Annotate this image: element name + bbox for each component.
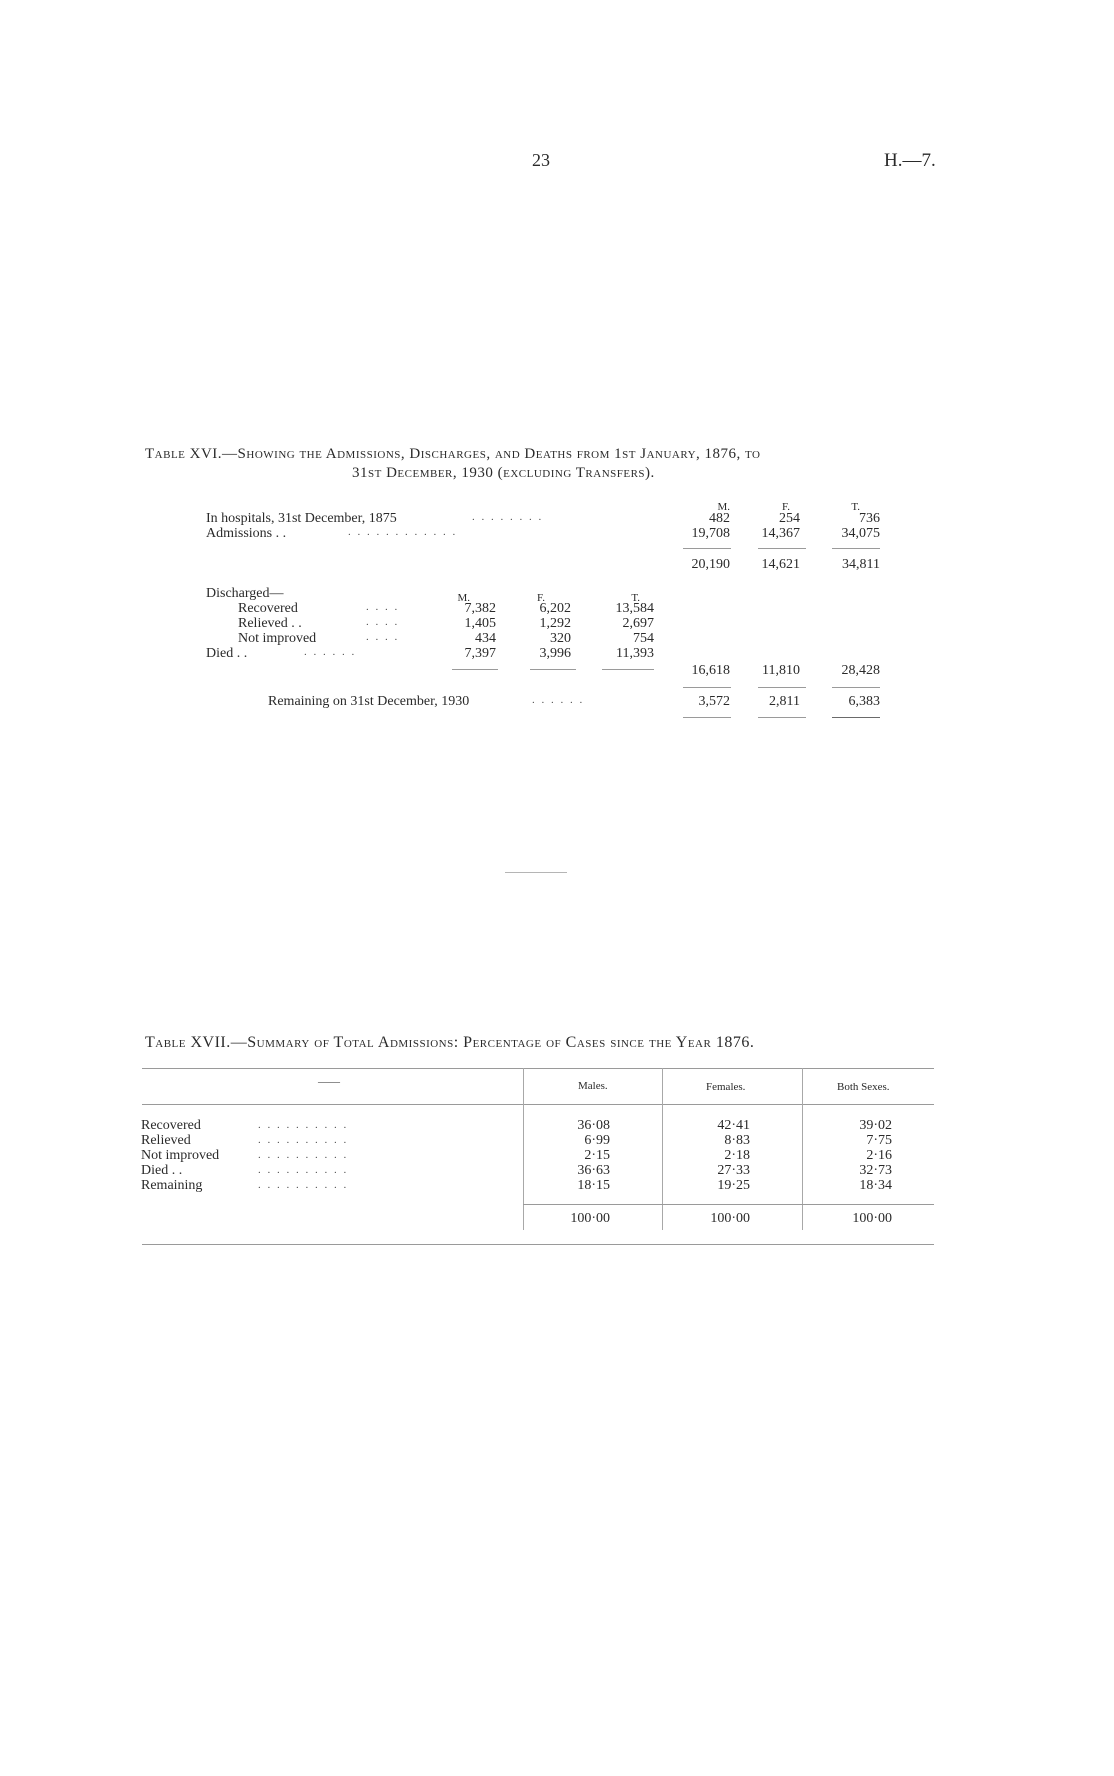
section-separator [505, 872, 567, 873]
cell-t: 754 [633, 631, 654, 646]
cell-t: 13,584 [615, 601, 654, 616]
cell-females: 19·25 [717, 1178, 750, 1193]
header-females: Females. [706, 1081, 746, 1093]
cell-t: 34,811 [842, 557, 880, 572]
cell-m: 3,572 [698, 694, 730, 709]
row-leader-dots: . . . . . . . . . . . . [348, 526, 458, 538]
col-head-m: M. [717, 501, 730, 513]
row-label: Relieved . . [238, 616, 302, 631]
cell-t: 6,383 [848, 694, 880, 709]
cell-both: 18·34 [859, 1178, 892, 1193]
rule-remaining-top-f [758, 687, 806, 688]
rule-remaining-bottom-t [832, 717, 880, 718]
table-xvii-title: Table XVII.—Summary of Total Admissions: Percentage of Cases since the Year 1876. [145, 1034, 755, 1051]
cell-f: 320 [550, 631, 571, 646]
rule-subtotal-f [758, 548, 806, 549]
cell-males: 2·15 [584, 1148, 610, 1163]
row-leader-dots: . . . . . . . . . . [258, 1134, 349, 1146]
cell-males: 36·63 [577, 1163, 610, 1178]
row-leader-dots: . . . . . . [304, 646, 357, 658]
cell-both: 7·75 [866, 1133, 892, 1148]
table-xvii-bottom-rule [142, 1244, 934, 1245]
page-reference: H.—7. [884, 150, 936, 171]
col-head-f: F. [782, 501, 790, 513]
cell-males: 18·15 [577, 1178, 610, 1193]
cell-females: 8·83 [724, 1133, 750, 1148]
table-xvii-top-rule [142, 1068, 934, 1069]
cell-f: 254 [779, 511, 800, 526]
cell-t: 11,393 [616, 646, 654, 661]
rule-subtotal-m [683, 548, 731, 549]
rule-remaining-top-t [832, 687, 880, 688]
row-label: Died . . [206, 646, 248, 661]
cell-f: 11,810 [762, 663, 800, 678]
cell-females: 2·18 [724, 1148, 750, 1163]
col-head-t: T. [851, 501, 860, 513]
row-leader-dots: . . . . . . . . . . [258, 1164, 349, 1176]
inner-head-f: F. [537, 592, 545, 604]
cell-t: 2,697 [622, 616, 654, 631]
row-leader-dots: . . . . . . . . . . [258, 1149, 349, 1161]
cell-both: 100·00 [852, 1211, 892, 1226]
cell-males: 100·00 [570, 1211, 610, 1226]
row-admissions [0, 526, 1114, 544]
cell-f: 6,202 [539, 601, 571, 616]
row-label: Relieved [141, 1133, 191, 1148]
header-blank-cell: —— [318, 1076, 340, 1088]
row-label: Remaining [141, 1178, 203, 1193]
table-row-remaining [0, 1178, 1114, 1195]
row-label: Not improved [141, 1148, 220, 1163]
cell-both: 39·02 [859, 1118, 892, 1133]
cell-m: 1,405 [464, 616, 496, 631]
row-label: Remaining on 31st December, 1930 [268, 694, 470, 709]
cell-males: 6·99 [584, 1133, 610, 1148]
rule-subtotal-t [832, 548, 880, 549]
rule-remaining-top-m [683, 687, 731, 688]
inner-head-m: M. [457, 592, 470, 604]
cell-f: 14,367 [761, 526, 800, 541]
cell-t: 34,075 [841, 526, 880, 541]
discharged-heading: Discharged— [206, 586, 284, 601]
row-leader-dots: . . . . . . . . . . [258, 1119, 349, 1131]
cell-f: 1,292 [539, 616, 571, 631]
cell-t: 28,428 [841, 663, 880, 678]
row-label: Recovered [141, 1118, 201, 1133]
row-label: In hospitals, 31st December, 1875 [206, 511, 397, 526]
header-both-sexes: Both Sexes. [837, 1081, 890, 1093]
row-label: Not improved [238, 631, 317, 646]
table-xvi-title-line2: 31st December, 1930 (excluding Transfers). [352, 465, 655, 481]
row-label: Recovered [238, 601, 298, 616]
cell-both: 32·73 [859, 1163, 892, 1178]
table-xvii-header-rule [142, 1104, 934, 1105]
cell-f: 2,811 [769, 694, 800, 709]
cell-m: 7,382 [464, 601, 496, 616]
inner-row-died [0, 646, 1114, 664]
row-subtotal [0, 557, 1114, 575]
cell-m: 16,618 [691, 663, 730, 678]
page-number: 23 [532, 150, 550, 170]
cell-m: 20,190 [691, 557, 730, 572]
cell-females: 27·33 [717, 1163, 750, 1178]
cell-f: 3,996 [539, 646, 571, 661]
cell-females: 100·00 [710, 1211, 750, 1226]
totals-rule [523, 1204, 934, 1205]
row-leader-dots: . . . . . . . . . . [258, 1179, 349, 1191]
row-leader-dots: . . . . [366, 631, 400, 643]
cell-f: 14,621 [761, 557, 800, 572]
row-label: Died . . [141, 1163, 183, 1178]
cell-m: 19,708 [691, 526, 730, 541]
row-label: Admissions . . [206, 526, 287, 541]
cell-females: 42·41 [717, 1118, 750, 1133]
rule-remaining-bottom-f [758, 717, 806, 718]
rule-remaining-bottom-m [683, 717, 731, 718]
header-males: Males. [578, 1080, 608, 1092]
row-discharged-total [0, 663, 1114, 681]
row-remaining [0, 694, 1114, 712]
table-row-totals [0, 1211, 1114, 1228]
row-leader-dots: . . . . . . [532, 694, 585, 706]
row-leader-dots: . . . . [366, 616, 400, 628]
cell-males: 36·08 [577, 1118, 610, 1133]
row-leader-dots: . . . . . . . . [472, 511, 544, 523]
cell-m: 482 [709, 511, 730, 526]
cell-t: 736 [859, 511, 880, 526]
cell-both: 2·16 [866, 1148, 892, 1163]
cell-m: 7,397 [464, 646, 496, 661]
inner-head-t: T. [631, 592, 640, 604]
cell-m: 434 [475, 631, 496, 646]
table-xvi-title-line1: Table XVI.—Showing the Admissions, Discharges, and Deaths from 1st January, 1876, to [145, 446, 761, 462]
row-leader-dots: . . . . [366, 601, 400, 613]
